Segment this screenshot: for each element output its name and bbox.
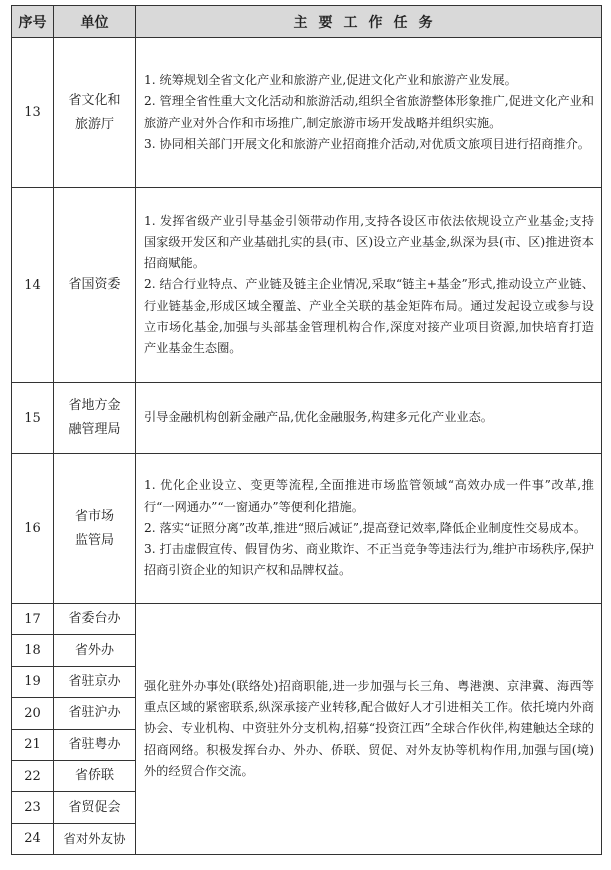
- table-row: [12, 604, 602, 635]
- table-row: [12, 383, 602, 454]
- row-seq: 23: [12, 792, 54, 823]
- row-seq: 20: [12, 698, 54, 729]
- row-unit: 省贸促会: [54, 792, 136, 823]
- row-unit: 省委台办: [54, 604, 136, 635]
- row-seq: 14: [12, 188, 54, 383]
- table-row: [12, 188, 602, 383]
- row-seq: 22: [12, 760, 54, 791]
- row-unit: 省市场 监管局: [54, 454, 136, 604]
- row-seq: 19: [12, 666, 54, 697]
- header-tasks: 主要工作任务: [136, 6, 602, 38]
- row-seq: 15: [12, 383, 54, 454]
- row-unit: 省驻沪办: [54, 698, 136, 729]
- row-seq: 16: [12, 454, 54, 604]
- row-tasks: 1. 发挥省级产业引导基金引领带动作用,支持各设区市依法依规设立产业基金;支持国家级开发区和产业基础扎实的县(市、区)设立产业基金,纵深为县(市、区)推进资本招商赋能。 2. 结合行业特点、产业链及链主企业情况,采取“链主+基金”形式,推动设立产业链、行业链基金,形成区域全覆盖、产业全关联的基金矩阵布局。通过发起设立或参与设立市场化基金,加强与头部基金管理机构合作,深度对接产业项目资源,加快培育打造产业基金生态圈。: [136, 188, 602, 383]
- row-tasks: 1. 统筹规划全省文化产业和旅游产业,促进文化产业和旅游产业发展。 2. 管理全省性重大文化活动和旅游活动,组织全省旅游整体形象推广,促进文化产业和旅游产业对外合作和市场推广,制定旅游市场开发战略并组织实施。 3. 协同相关部门开展文化和旅游产业招商推介活动,对优质文旅项目进行招商推介。: [136, 38, 602, 188]
- task-table: [11, 5, 602, 855]
- header-seq: 序号: [12, 6, 54, 38]
- row-unit: 省侨联: [54, 760, 136, 791]
- row-unit: 省驻粤办: [54, 729, 136, 760]
- shared-tasks: 强化驻外办事处(联络处)招商职能,进一步加强与长三角、粤港澳、京津冀、海西等重点区域的紧密联系,纵深承接产业转移,配合做好人才引进相关工作。依托境内外商协会、专业机构、中资驻外分支机构,招募“投资江西”全球合作伙伴,构建触达全球的招商网络。积极发挥台办、外办、侨联、贸促、对外友协等机构作用,加强与国(境)外的经贸合作交流。: [136, 604, 602, 855]
- header-unit: 单位: [54, 6, 136, 38]
- row-unit: 省对外友协: [54, 823, 136, 854]
- row-seq: 18: [12, 635, 54, 666]
- row-seq: 13: [12, 38, 54, 188]
- table-row: [12, 454, 602, 604]
- row-unit: 省文化和 旅游厅: [54, 38, 136, 188]
- row-seq: 21: [12, 729, 54, 760]
- row-tasks: 引导金融机构创新金融产品,优化金融服务,构建多元化产业业态。: [136, 383, 602, 454]
- row-unit: 省驻京办: [54, 666, 136, 697]
- row-tasks: 1. 优化企业设立、变更等流程,全面推进市场监管领域“高效办成一件事”改革,推行“一网通办”“一窗通办”等便利化措施。 2. 落实“证照分离”改革,推进“照后减证”,提高登记效率,降低企业制度性交易成本。 3. 打击虚假宣传、假冒伪劣、商业欺诈、不正当竞争等违法行为,维护市场秩序,保护招商引资企业的知识产权和品牌权益。: [136, 454, 602, 604]
- table-header: [12, 6, 602, 38]
- table-row: [12, 38, 602, 188]
- row-seq: 17: [12, 604, 54, 635]
- row-unit: 省地方金 融管理局: [54, 383, 136, 454]
- row-unit: 省国资委: [54, 188, 136, 383]
- row-seq: 24: [12, 823, 54, 854]
- row-unit: 省外办: [54, 635, 136, 666]
